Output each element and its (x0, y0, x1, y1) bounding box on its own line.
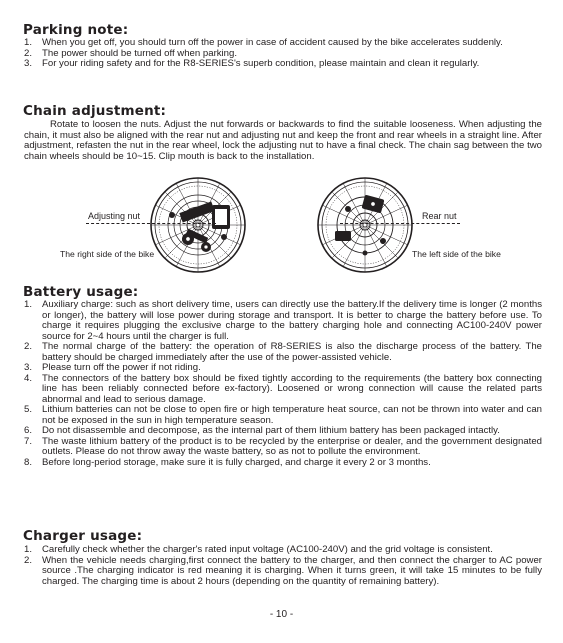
rear-nut-callout-line (340, 223, 460, 224)
adjusting-nut-label: Adjusting nut (88, 211, 141, 221)
list-item: 2. When the vehicle needs charging,first connect the battery to the charger, and then connect the charger to AC power source .The charging indicator is red meaning it is charging. When it turns green, it will take 15 minutes to be fully charged. The charging time is about 2 hours (depending on the quantity of remaining battery). (24, 554, 542, 587)
charger-usage-list (24, 545, 542, 587)
battery-usage-list (24, 300, 542, 468)
battery-usage-heading: Battery usage: (23, 284, 139, 300)
right-side-wheel-illustration (120, 175, 256, 275)
list-item: 4. The connectors of the battery box should be fixed tightly according to the requirements (the battery box connecting line has been reliably connected before ex-factory). Loosened or wrong connection will cause the related parts abnormal and lead to serious damage. (24, 372, 542, 405)
list-item: 8. Before long-period storage, make sure it is fully charged, and charge it every 2 or 3 months. (24, 456, 431, 468)
left-side-wheel-illustration (313, 175, 417, 275)
list-item: 1. When you get off, you should turn off the power in case of accident caused by the bike accelerates suddenly. (24, 37, 503, 48)
page-number: - 10 - (269, 609, 294, 620)
list-item: 2. The power should be turned off when parking. (24, 47, 238, 59)
parking-note-heading: Parking note: (23, 22, 129, 38)
rear-nut-label: Rear nut (422, 211, 457, 221)
list-item: 3. For your riding safety and for the R8-SERIES's superb condition, please maintain and clean it regularly. (24, 58, 480, 69)
right-side-caption: The right side of the bike (60, 249, 155, 259)
list-item: 2. The normal charge of the battery: the operation of R8-SERIES is also the discharge process of the battery. The battery should be charged immediately after the use of the power-assisted vehicle. (24, 341, 542, 363)
left-side-caption: The left side of the bike (412, 249, 501, 259)
list-item: 5. Lithium batteries can not be close to open fire or high temperature heat source, can not be thrown into water and can not be exposed in the sun in high temperature season. (24, 404, 542, 426)
chain-adjustment-heading: Chain adjustment: (23, 103, 167, 119)
chain-adjustment-paragraph: Rotate to loosen the nuts. Adjust the nut forwards or backwards to find the suitable looseness. When adjusting the chain, it must also be aligned with the rear nut and adjusting nut and keep the front and rear wheels in a straight line. After adjustment, refasten the nut in the rear wheel, lock the adjusting nut to have a final check. The chain sag between the two chain wheels should be 10~15. Clip mouth is back to the installation. (24, 119, 542, 162)
adjusting-nut-callout-line (86, 223, 216, 224)
list-item: 7. The waste lithium battery of the product is to be recycled by the enterprise or dealer, and the government designated outlets. Please do not throw away the waste battery, so as not to pollute the environment. (24, 435, 542, 457)
list-item: 1. Carefully check whether the charger's rated input voltage (AC100-240V) and the grid voltage is consistent. (24, 544, 493, 555)
charger-usage-heading: Charger usage: (23, 528, 143, 544)
list-item: 1. Auxiliary charge: such as short delivery time, users can directly use the battery.If the delivery time is longer (2 months or longer), the battery will lose power during storage and transport. It is better to charge the battery before use. To charge it requires plugging the exclusive charge to the battery charging hole and connecting AC100-240V power source for 2~4 hours until the charger is full. (24, 299, 542, 342)
list-item: 6. Do not disassemble and decompose, as the internal part of them lithium battery has been packaged intactly. (24, 425, 500, 436)
parking-note-list (24, 38, 542, 70)
list-item: 3. Please turn off the power if not riding. (24, 362, 201, 373)
